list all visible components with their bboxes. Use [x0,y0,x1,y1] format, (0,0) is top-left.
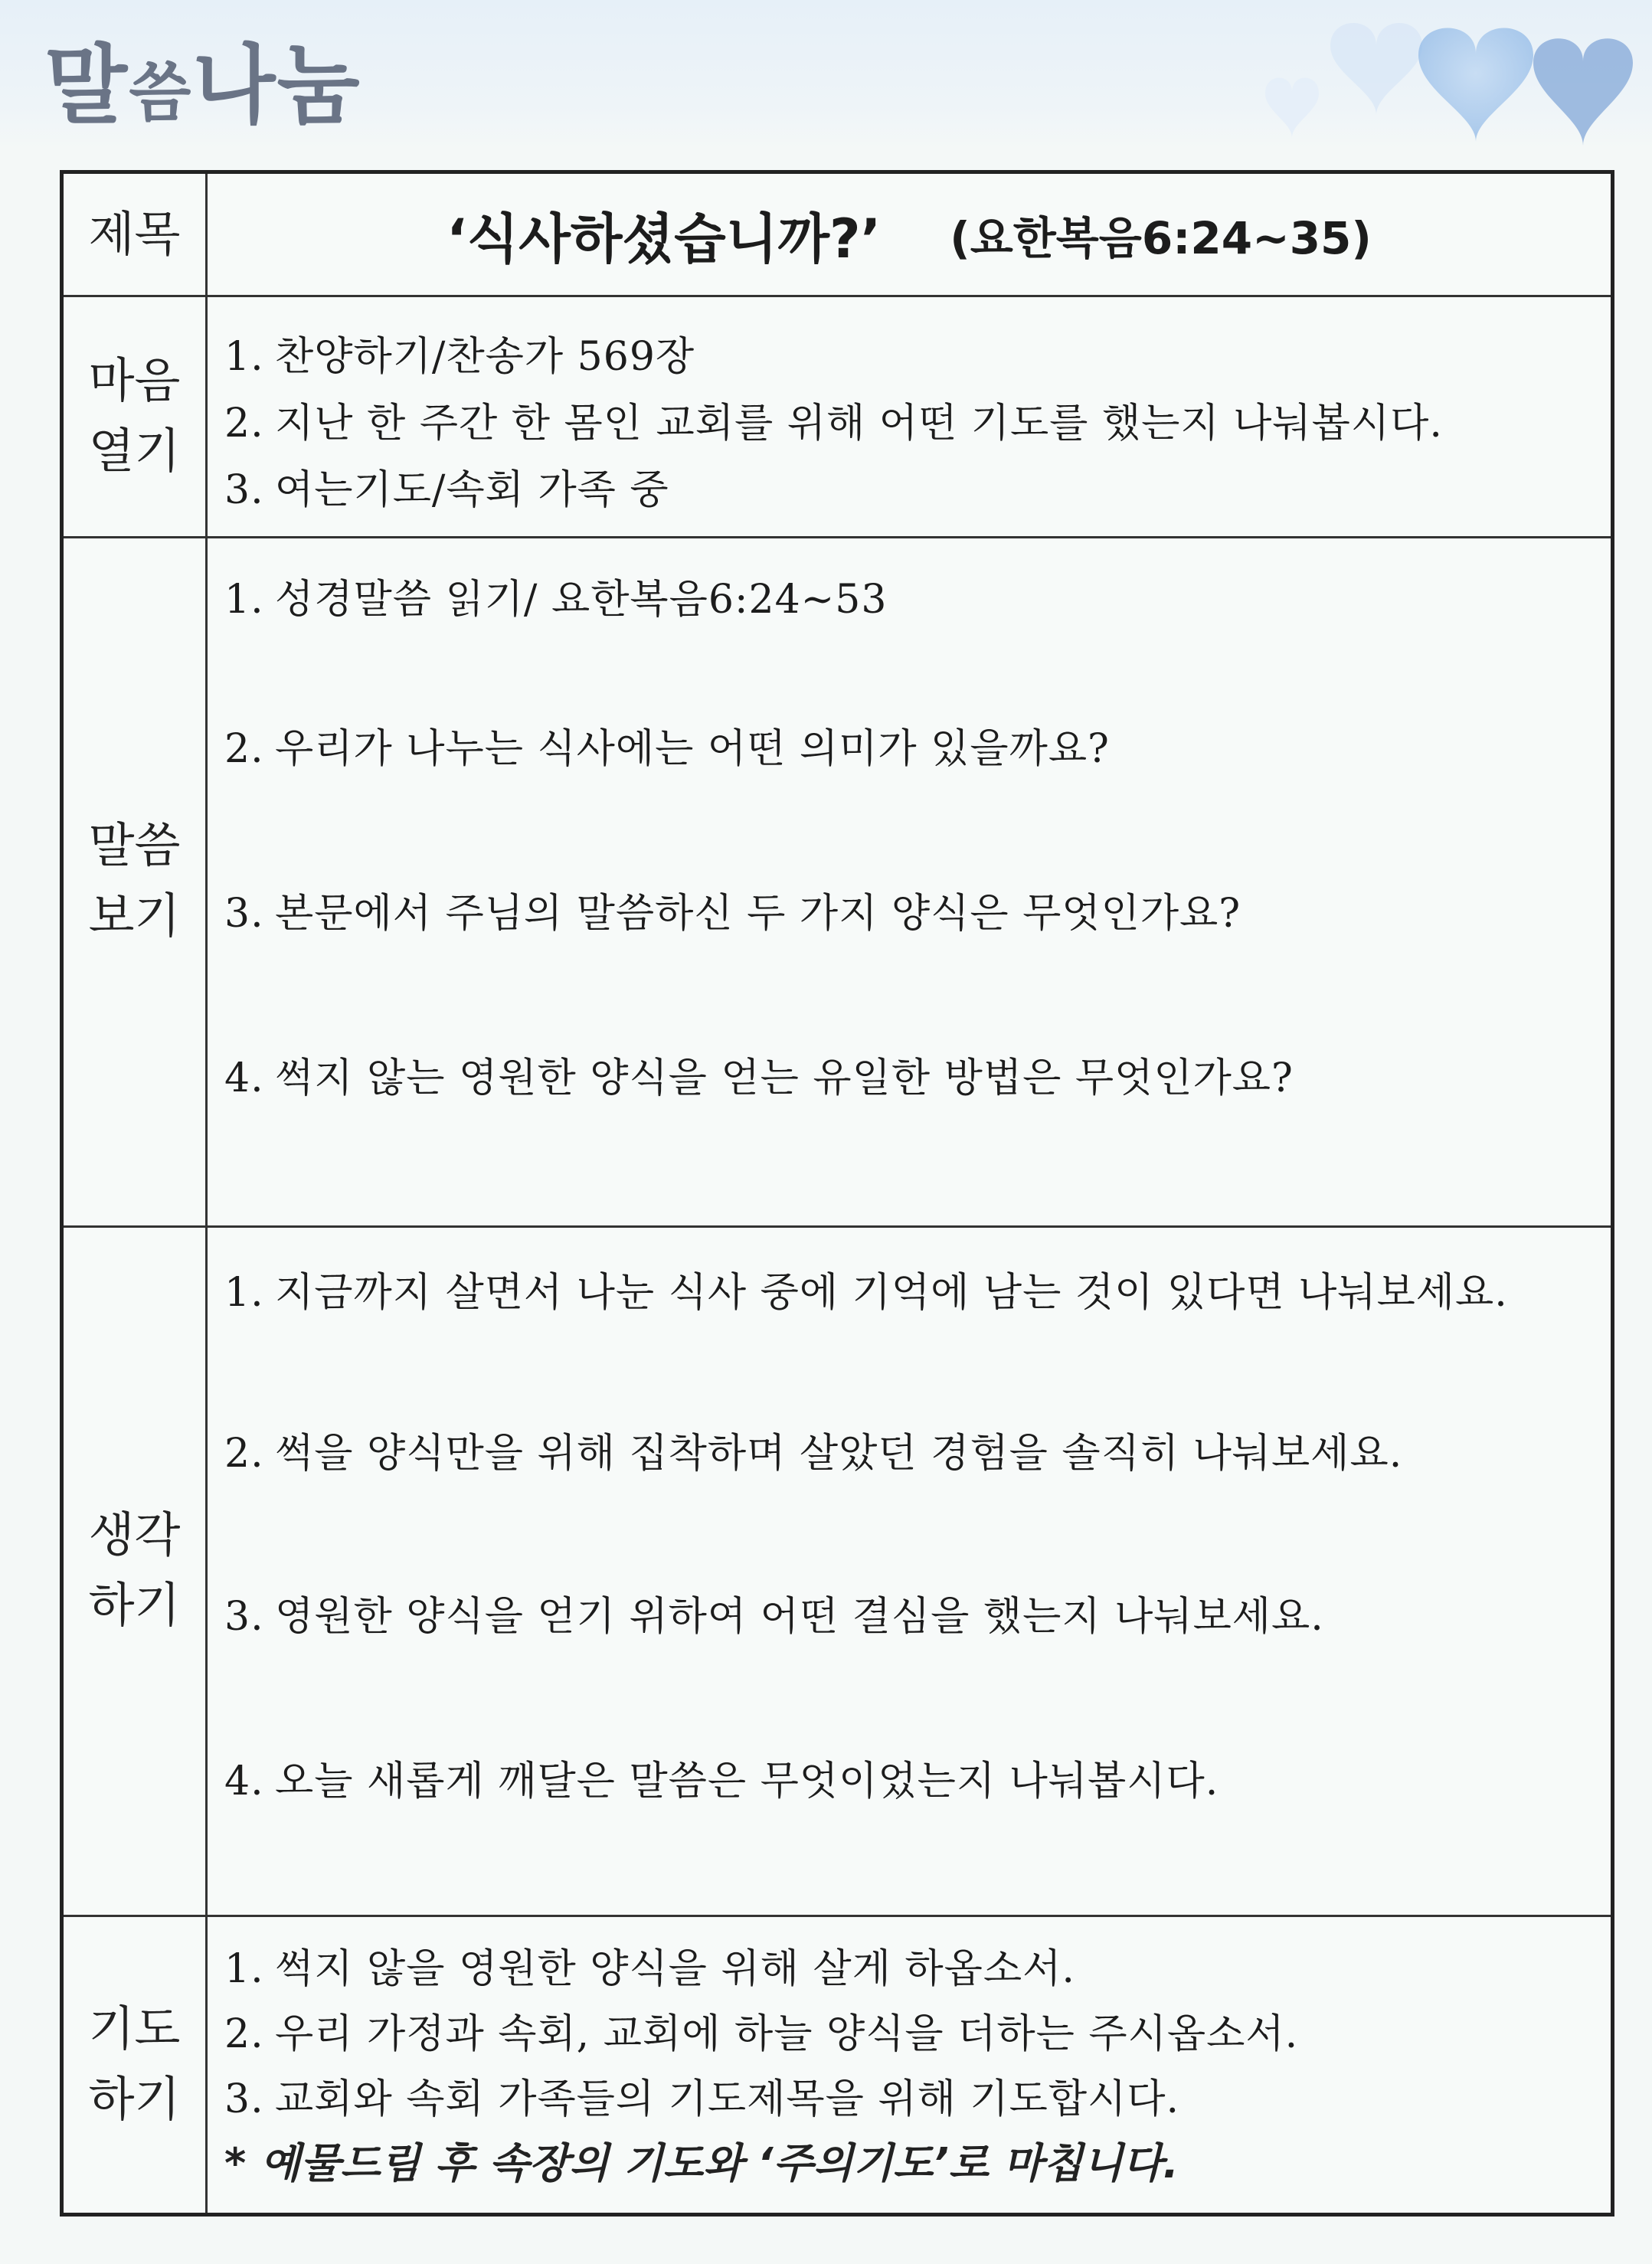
item-text: 우리가 나누는 식사에는 어떤 의미가 있을까요? [275,726,1110,772]
list-item [224,1584,1324,1641]
section-content [208,295,1611,536]
label-line: 마음 [88,352,181,408]
item-text: 썩을 양식만을 위해 집착하며 살았던 경험을 솔직히 나눠보세요. [275,1431,1403,1477]
item-number: 1. [224,1270,264,1316]
list-item [224,2001,1298,2059]
closing-note: * 예물드림 후 속장의 기도와 ‘주의기도’로 마칩니다. [224,2139,1179,2187]
item-number: 2. [224,2011,264,2057]
item-number: 1. [224,334,264,380]
section-label [64,1225,208,1915]
item-text: 교회와 속회 가족들의 기도제목을 위해 기도합시다. [275,2076,1180,2122]
list-item [224,2066,1179,2124]
section-label [64,1915,208,2213]
item-text: 찬양하기/찬송가 569장 [275,334,695,380]
list-item [224,1260,1508,1317]
item-text: 성경말씀 읽기/ 요한복음6:24~53 [275,577,888,623]
item-number: 4. [224,1055,264,1101]
sermon-title: ‘식사하셨습니까?’ [447,207,882,270]
label-line: 기도 [88,2000,181,2056]
heart-icon [1265,77,1319,138]
title-row [64,174,1611,297]
label-line: 열기 [88,422,181,479]
list-item [224,457,669,515]
list-item [224,1045,1294,1103]
heart-icon [1418,28,1533,142]
label-line: 말씀 [88,817,181,873]
list-item [224,567,887,624]
item-text: 지금까지 살면서 나눈 식사 중에 기억에 남는 것이 있다면 나눠보세요. [275,1270,1508,1316]
section-label [64,295,208,536]
scripture-reference: (요한복음6:24~35) [950,212,1372,264]
item-number: 1. [224,1946,264,1992]
section-content [208,1225,1611,1915]
item-number: 2. [224,726,264,772]
section-open-heart [64,295,1611,538]
title-small-char: 씀 [129,55,193,130]
list-item [224,881,1241,938]
heart-icon [1330,23,1422,115]
title-main-char: 말 [44,36,129,136]
header-banner [0,0,1652,149]
item-text: 본문에서 주님의 말씀하신 두 가지 양식은 무엇인가요? [275,891,1241,937]
section-pray [64,1915,1611,2213]
item-number: 2. [224,1431,264,1477]
item-text: 썩지 않는 영원한 양식을 얻는 유일한 방법은 무엇인가요? [275,1055,1294,1101]
section-reflect [64,1225,1611,1917]
title-rest: 나눔 [192,36,361,136]
item-number: 4. [224,1759,264,1804]
title-label: 제목 [64,174,208,295]
item-number: 3. [224,1594,264,1640]
item-number: 3. [224,467,264,513]
item-text: 여는기도/속회 가족 중 [275,467,669,513]
item-number: 1. [224,577,264,623]
section-label [64,536,208,1225]
label-line: 하기 [88,2070,181,2127]
label-line: 하기 [88,1577,181,1633]
list-item [224,324,695,381]
hearts-decoration [1223,0,1652,149]
page-title [44,17,361,140]
heart-icon [1533,38,1633,146]
item-text: 영원한 양식을 얻기 위하여 어떤 결심을 했는지 나눠보세요. [275,1594,1324,1640]
list-item [224,391,1443,448]
item-text: 우리 가정과 속회, 교회에 하늘 양식을 더하는 주시옵소서. [275,2011,1299,2057]
section-content [208,536,1611,1225]
section-read-word [64,536,1611,1228]
title-content [208,174,1611,295]
label-line: 생각 [88,1507,181,1562]
item-number: 3. [224,2076,264,2122]
label-line: 보기 [88,888,181,944]
worksheet-table [60,170,1614,2217]
item-number: 3. [224,891,264,937]
section-content [208,1915,1611,2213]
list-item [224,1421,1402,1478]
item-text: 오늘 새롭게 깨달은 말씀은 무엇이었는지 나눠봅시다. [275,1759,1219,1804]
list-item [224,716,1110,774]
item-number: 2. [224,401,264,447]
list-item [224,1936,1075,1994]
list-item [224,1749,1219,1806]
item-text: 지난 한 주간 한 몸인 교회를 위해 어떤 기도를 했는지 나눠봅시다. [275,401,1443,447]
item-text: 썩지 않을 영원한 양식을 위해 살게 하옵소서. [275,1946,1075,1992]
